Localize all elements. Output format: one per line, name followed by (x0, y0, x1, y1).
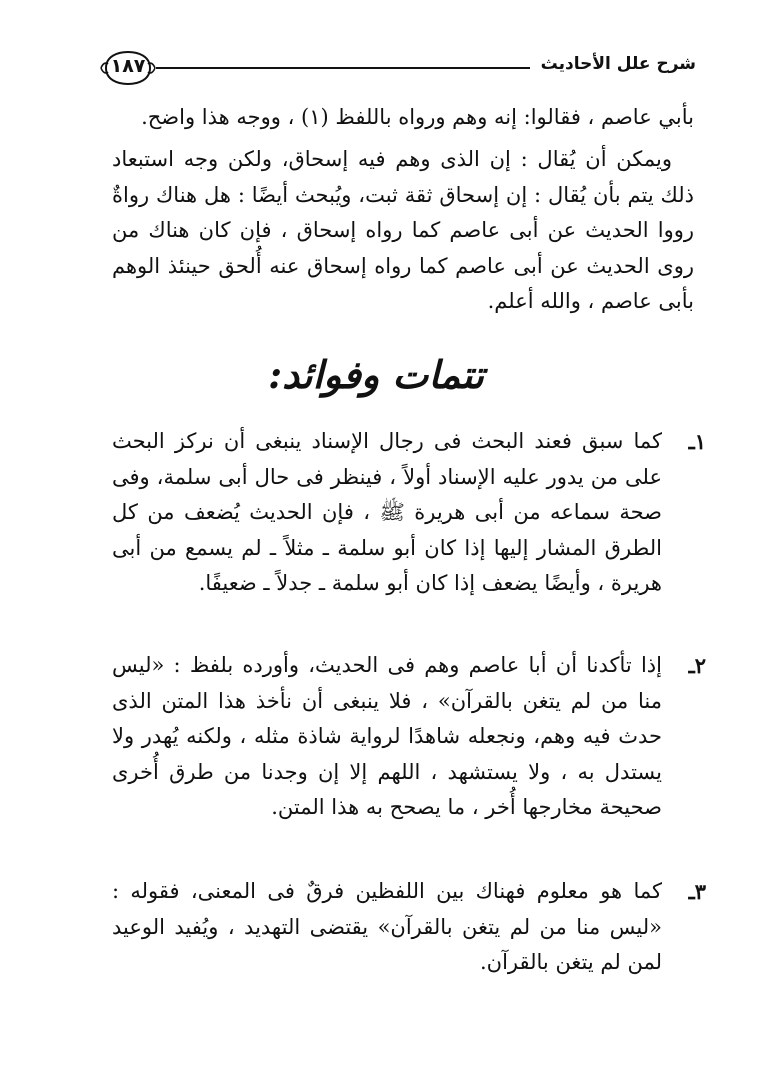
item-number: ٣ـ (688, 879, 706, 904)
item-number: ٢ـ (688, 653, 706, 678)
page-number: ١٨٧ (110, 55, 146, 77)
page-header (98, 48, 696, 98)
paragraph: ويمكن أن يُقال : إن الذى وهم فيه إسحاق، ولكن وجه استبعاد ذلك يتم بأن يُقال : إن إسحاق ثقة ثبت، ويُبحث أيضًا : هل هناك رواةٌ رووا الحديث عن أبى عاصم كما رواه إسحاق ، فإن كان هناك من روى الحديث عن أبى عاصم كما رواه إسحاق عنه أُلحق حينئذ الوهم بأبى عاصم ، والله أعلم. (112, 147, 694, 313)
section-heading: تتمات وفوائد: (268, 352, 484, 397)
page-number-badge (98, 48, 158, 88)
running-title: شرح علل الأحاديث (540, 54, 696, 74)
paragraph: بأبي عاصم ، فقالوا: إنه وهم ورواه باللفظ (١) ، ووجه هذا واضح. (141, 105, 694, 129)
item-text: كما هو معلوم فهناك بين اللفظين فرقٌ فى المعنى، فقوله : «ليس منا من لم يتغن بالقرآن» يقتضى التهديد ، ويُفيد الوعيد لمن لم يتغن بالقرآن. (112, 879, 662, 974)
item-text: كما سبق فعند البحث فى رجال الإسناد ينبغى أن نركز البحث على من يدور عليه الإسناد أولاً ، فينظر فى حال أبى سلمة، وفى صحة سماعه من أبى هريرة ﷺ ، فإن الحديث يُضعف من كل الطرق المشار إليها إذا كان أبو سلمة ـ مثلاً ـ لم يسمع من أبى هريرة ، وأيضًا يضعف إذا كان أبو سلمة ـ جدلاً ـ ضعيفًا. (112, 429, 662, 595)
header-rule (156, 67, 530, 69)
item-text: إذا تأكدنا أن أبا عاصم وهم فى الحديث، وأورده بلفظ : «ليس منا من لم يتغن بالقرآن» ، فلا ينبغى أن نأخذ هذا المتن الذى حدث فيه وهم، ونجعله شاهدًا لرواية شاذة مثله ، ولكنه يُهدر ولا يستدل به ، ولا يستشهد ، اللهم إلا إن وجدنا من طرق أُخرى صحيحة مخارجها أُخر ، ما يصحح به هذا المتن. (112, 653, 662, 819)
item-number: ١ـ (688, 429, 706, 454)
